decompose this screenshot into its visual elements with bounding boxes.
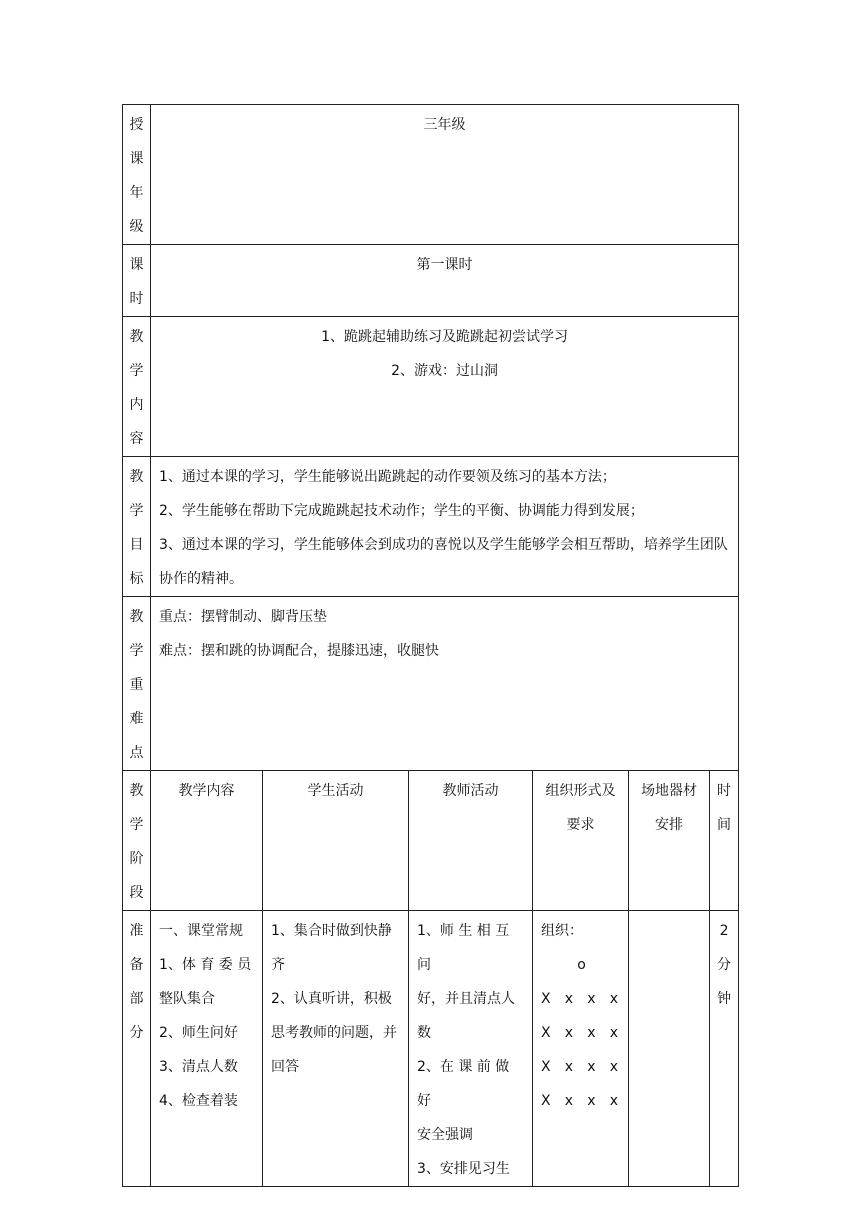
prep-student xyxy=(263,911,409,1187)
prep-content-line: 2、师生问好 xyxy=(159,1025,238,1041)
formation-mark: x xyxy=(609,991,618,1007)
keypoints-row xyxy=(123,597,739,771)
vertical-label-char: 教 xyxy=(129,329,144,345)
vertical-label-char: 级 xyxy=(129,219,144,235)
vertical-label-char: 部 xyxy=(129,991,144,1007)
keypoint-line: 重点：摆臂制动、脚背压垫 xyxy=(159,609,327,625)
col-time-header: 时间 xyxy=(710,771,739,911)
formation-mark: x xyxy=(609,1059,618,1075)
vertical-label-char: 年 xyxy=(129,185,144,201)
formation-mark: x xyxy=(564,991,574,1007)
vertical-label-char: 备 xyxy=(129,957,144,973)
col-student-header: 学生活动 xyxy=(263,771,409,911)
content-line: 1、跪跳起辅助练习及跪跳起初尝试学习 xyxy=(321,329,568,345)
vertical-label-char: 学 xyxy=(129,503,144,519)
period-row xyxy=(123,245,739,317)
formation-mark: X xyxy=(541,991,551,1007)
prep-teacher-line: 2、在 课 前 做 好 xyxy=(417,1059,510,1109)
vertical-label-char: 教 xyxy=(129,783,144,799)
vertical-label-char: 难 xyxy=(129,711,144,727)
prep-time-line: 2 xyxy=(719,923,729,939)
goal-line: 2、学生能够在帮助下完成跪跳起技术动作；学生的平衡、协调能力得到发展； xyxy=(159,503,644,519)
col-org-header: 组织形式及要求 xyxy=(533,771,629,911)
vertical-label-char: 分 xyxy=(129,1025,144,1041)
goals-value xyxy=(151,457,739,597)
vertical-label-char: 课 xyxy=(129,257,144,273)
formation-row xyxy=(541,982,622,1016)
vertical-label-char: 容 xyxy=(129,431,144,447)
formation-row xyxy=(541,1050,622,1084)
prep-student-line: 1、集合时做到快静 xyxy=(271,923,392,939)
formation-mark: x xyxy=(587,991,596,1007)
stage-label xyxy=(123,771,151,911)
keypoints-value xyxy=(151,597,739,771)
prep-content-line: 3、清点人数 xyxy=(159,1059,238,1075)
prep-teacher-line: 好，并且清点人 xyxy=(417,991,515,1007)
grade-value: 三年级 xyxy=(151,105,739,245)
prep-org xyxy=(533,911,629,1187)
prep-student-line: 2、认真听讲，积极 xyxy=(271,991,392,1007)
vertical-label-char: 重 xyxy=(129,677,144,693)
vertical-label-char: 学 xyxy=(129,817,144,833)
formation-mark: X xyxy=(541,1059,551,1075)
prep-student-line: 齐 xyxy=(271,957,285,973)
vertical-label-char: 阶 xyxy=(129,851,144,867)
vertical-label-char: 学 xyxy=(129,363,144,379)
col-teacher-header: 教师活动 xyxy=(409,771,533,911)
prep-venue xyxy=(629,911,710,1187)
vertical-label-char: 教 xyxy=(129,609,144,625)
vertical-label-char: 准 xyxy=(129,923,144,939)
formation-mark: x xyxy=(587,1059,596,1075)
formation-mark: x xyxy=(564,1059,574,1075)
prep-content-line: 1、体 育 委 员 xyxy=(159,957,252,973)
vertical-label-char: 点 xyxy=(129,745,144,761)
prep-org-title: 组织： xyxy=(541,923,583,939)
prep-time xyxy=(710,911,739,1187)
prep-teacher-line: 3、安排见习生 xyxy=(417,1161,510,1177)
formation-mark: x xyxy=(609,1093,618,1109)
lesson-plan-table xyxy=(122,104,739,1187)
vertical-label-char: 目 xyxy=(129,537,144,553)
prep-teacher xyxy=(409,911,533,1187)
formation-row xyxy=(541,1084,622,1118)
vertical-label-char: 时 xyxy=(129,291,144,307)
prep-teacher-line: 1、师 生 相 互 问 xyxy=(417,923,510,973)
vertical-label-char: 学 xyxy=(129,643,144,659)
content-line: 2、游戏：过山洞 xyxy=(391,363,498,379)
prep-time-line: 分 xyxy=(717,957,732,973)
goals-label xyxy=(123,457,151,597)
prep-content-line: 4、检查着装 xyxy=(159,1093,238,1109)
content-row xyxy=(123,317,739,457)
formation-mark: X xyxy=(541,1093,551,1109)
vertical-label-char: 课 xyxy=(129,151,144,167)
goal-line: 1、通过本课的学习，学生能够说出跪跳起的动作要领及练习的基本方法； xyxy=(159,469,616,485)
teacher-position-mark: o xyxy=(577,957,586,973)
vertical-label-char: 内 xyxy=(129,397,144,413)
vertical-label-char: 标 xyxy=(129,571,144,587)
content-label xyxy=(123,317,151,457)
prep-content xyxy=(151,911,263,1187)
prep-label xyxy=(123,911,151,1187)
col-venue-header: 场地器材安排 xyxy=(629,771,710,911)
prep-time-line: 钟 xyxy=(717,991,732,1007)
formation-mark: X xyxy=(541,1025,551,1041)
prep-row xyxy=(123,911,739,1187)
formation-row xyxy=(541,1016,622,1050)
formation-mark: x xyxy=(564,1025,574,1041)
content-value xyxy=(151,317,739,457)
grade-label xyxy=(123,105,151,245)
keypoints-label xyxy=(123,597,151,771)
goals-row xyxy=(123,457,739,597)
prep-student-line: 思考教师的问题，并 xyxy=(271,1025,397,1041)
stage-header-row xyxy=(123,771,739,911)
prep-student-line: 回答 xyxy=(271,1059,299,1075)
prep-teacher-line: 数 xyxy=(417,1025,431,1041)
prep-content-line: 整队集合 xyxy=(159,991,215,1007)
col-content-header: 教学内容 xyxy=(151,771,263,911)
formation-mark: x xyxy=(609,1025,618,1041)
prep-teacher-line: 安全强调 xyxy=(417,1127,473,1143)
keypoint-line: 难点：摆和跳的协调配合，提膝迅速，收腿快 xyxy=(159,643,439,659)
period-value: 第一课时 xyxy=(151,245,739,317)
vertical-label-char: 教 xyxy=(129,469,144,485)
formation-mark: x xyxy=(587,1025,596,1041)
grade-row xyxy=(123,105,739,245)
formation-mark: x xyxy=(587,1093,596,1109)
vertical-label-char: 授 xyxy=(129,117,144,133)
formation-mark: x xyxy=(564,1093,574,1109)
vertical-label-char: 段 xyxy=(129,885,144,901)
period-label xyxy=(123,245,151,317)
prep-content-line: 一、课堂常规 xyxy=(159,923,243,939)
goal-line: 3、通过本课的学习，学生能够体会到成功的喜悦以及学生能够学会相互帮助，培养学生团队协作的精神。 xyxy=(159,537,728,587)
